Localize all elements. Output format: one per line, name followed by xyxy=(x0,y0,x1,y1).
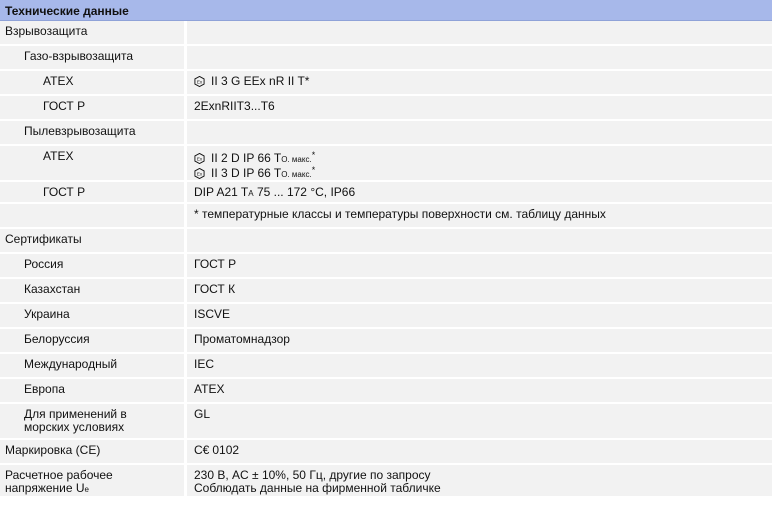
row-label: Маркировка (CE) xyxy=(5,443,101,457)
table-row xyxy=(0,354,772,379)
asterisk: * xyxy=(311,165,316,175)
value-text: IEC xyxy=(194,357,215,371)
row-label: Пылевзрывозащита xyxy=(24,124,136,138)
value-text: 0102 xyxy=(212,443,240,457)
table-row xyxy=(0,21,772,46)
value-text: Соблюдать данные на фирменной табличке xyxy=(194,481,441,495)
value-text: II 2 D IP 66 T xyxy=(211,151,282,165)
subscript: O. макс. xyxy=(281,155,312,164)
row-label: Газо-взрывозащита xyxy=(24,49,134,63)
row-label: Украина xyxy=(24,307,70,321)
section-header xyxy=(0,0,772,21)
row-label: ГОСТ Р xyxy=(43,99,86,113)
ce-mark-icon: C€ xyxy=(194,443,210,457)
table-row xyxy=(0,329,772,354)
row-label: Сертификаты xyxy=(5,232,82,246)
value-text: Проматомнадзор xyxy=(194,332,290,346)
row-label: ATEX xyxy=(43,74,74,88)
svg-text:Ex: Ex xyxy=(196,171,203,177)
table-row xyxy=(0,229,772,254)
subscript: e xyxy=(84,485,89,494)
value-text: II 3 G EEx nR II T* xyxy=(211,74,310,88)
row-label: ATEX xyxy=(43,149,74,163)
value-text: II 3 D IP 66 T xyxy=(211,166,282,180)
value-text: DIP A21 T xyxy=(194,185,249,199)
table-row xyxy=(0,304,772,329)
svg-text:Ex: Ex xyxy=(196,156,203,162)
value-text: ГОСТ К xyxy=(194,282,236,296)
value-text: 2ExnRIIT3...T6 xyxy=(194,99,275,113)
table-row xyxy=(0,96,772,121)
row-label: Казахстан xyxy=(24,282,81,296)
ex-hexagon-icon xyxy=(194,168,205,179)
row-label: Взрывозащита xyxy=(5,24,88,38)
row-label: Расчетное рабочее напряжение U xyxy=(5,468,113,495)
value-text: 230 В, AC ± 10%, 50 Гц, другие по запросу xyxy=(194,468,431,482)
row-label: Россия xyxy=(24,257,64,271)
table-row xyxy=(0,121,772,146)
subscript: O. макс. xyxy=(281,170,312,179)
table-row xyxy=(0,71,772,96)
table-row xyxy=(0,465,772,498)
table-row xyxy=(0,46,772,71)
table-row xyxy=(0,440,772,465)
ex-hexagon-icon xyxy=(194,153,205,164)
value-text: ГОСТ Р xyxy=(194,257,237,271)
subscript: A xyxy=(248,189,254,198)
table-row xyxy=(0,254,772,279)
footnote: * температурные классы и температуры поверхности см. таблицу данных xyxy=(194,207,606,221)
table-row xyxy=(0,182,772,204)
table-row xyxy=(0,379,772,404)
asterisk: * xyxy=(311,150,316,160)
value-text: ISCVE xyxy=(194,307,231,321)
table-row xyxy=(0,279,772,304)
row-label: Белоруссия xyxy=(24,332,90,346)
row-label: Для применений в морских условиях xyxy=(24,407,127,434)
row-label: Европа xyxy=(24,382,65,396)
value-text: ATEX xyxy=(194,382,225,396)
svg-text:Ex: Ex xyxy=(196,79,203,85)
value-text: GL xyxy=(194,407,211,421)
value-text: 75 ... 172 °C, IP66 xyxy=(253,185,356,199)
row-label: Международный xyxy=(24,357,118,371)
technical-data-table xyxy=(0,21,772,498)
table-row xyxy=(0,204,772,229)
table-row xyxy=(0,146,772,182)
row-label: ГОСТ Р xyxy=(43,185,86,199)
section-title: Технические данные xyxy=(5,4,129,18)
table-row xyxy=(0,404,772,440)
ex-hexagon-icon xyxy=(194,76,205,87)
